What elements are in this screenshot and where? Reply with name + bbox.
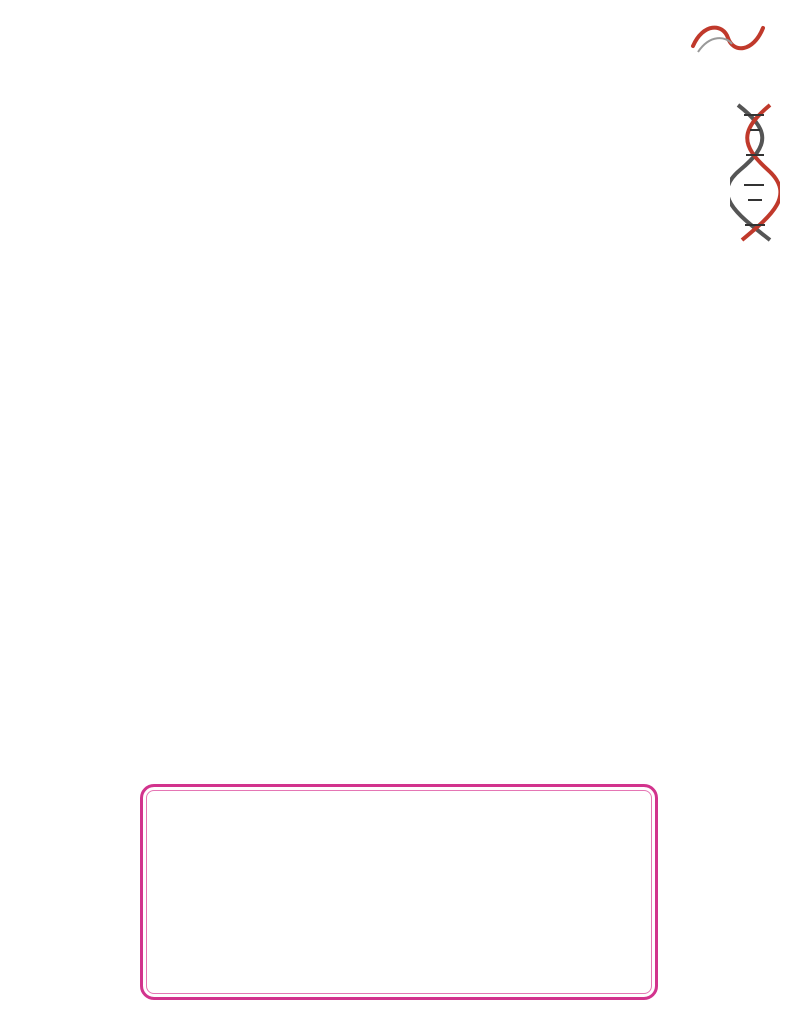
dna-helix-icon [730,100,780,250]
nucleus-logo-swirl-icon [688,18,768,58]
feeding-plan-box [140,784,658,1000]
